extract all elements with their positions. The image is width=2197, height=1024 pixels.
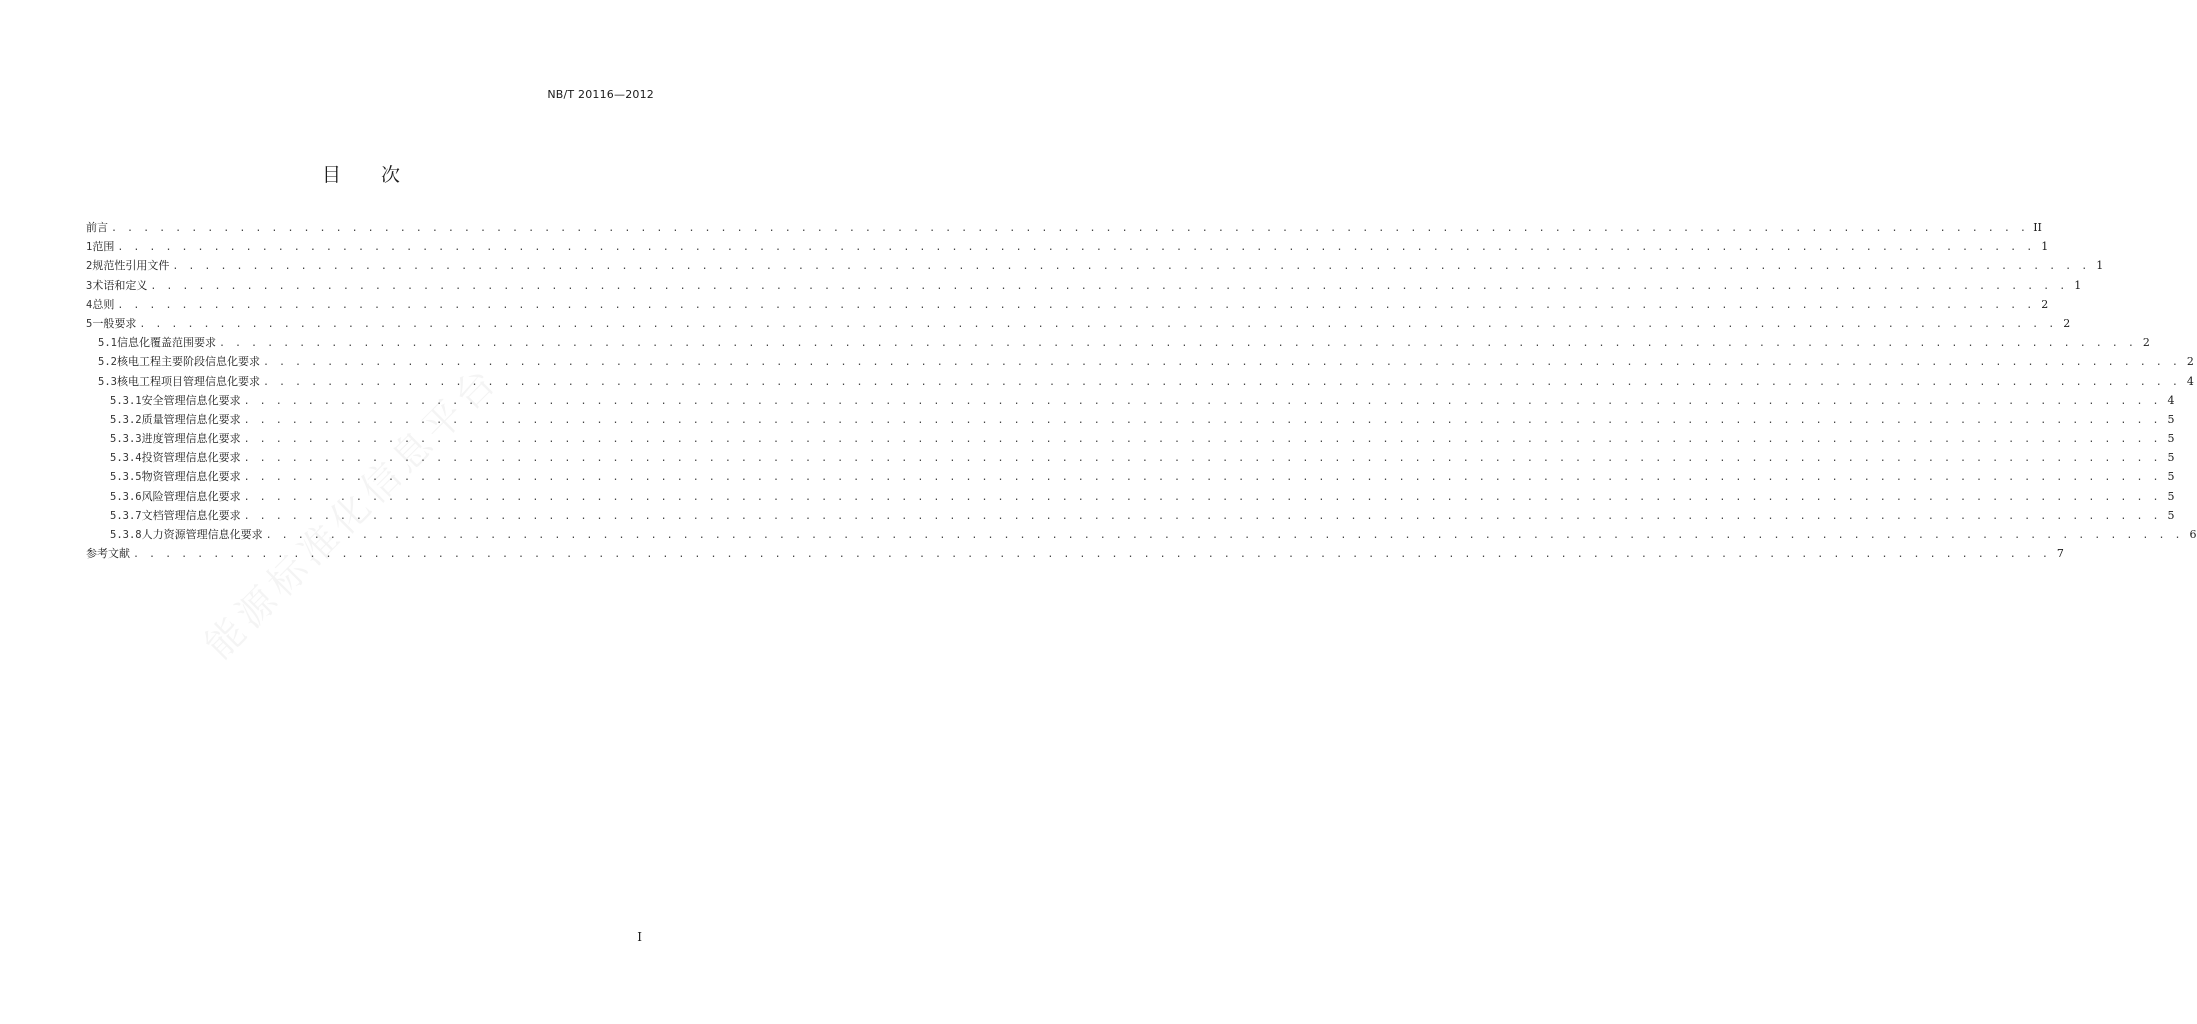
title-part-1: 目	[321, 164, 343, 186]
toc-entry-page: 1	[2096, 259, 2104, 273]
table-of-contents	[86, 219, 2197, 564]
toc-entry-page: 5	[2167, 412, 2175, 426]
toc-entry-label: 核电工程主要阶段信息化要求	[116, 355, 260, 369]
toc-entry-page: 4	[2167, 393, 2175, 407]
toc-leader-dots: . . . . . . . . . . . . . . . . . . . . . . . . . . . . . . . . . . . . . . . . . . . . . . . . . . . . . . . . . . . . . . . . . . . . . . . . . . . . . . . . . . . . . . . . . . . . . . . . . . . . . . . . . . . . . . . . . . . . . . . .	[243, 510, 2161, 522]
toc-leader-dots: . . . . . . . . . . . . . . . . . . . . . . . . . . . . . . . . . . . . . . . . . . . . . . . . . . . . . . . . . . . . . . . . . . . . . . . . . . . . . . . . . . . . . . . . . . . . . . . . . . . . . . . . . . . . . . . . . . . . . . . .	[111, 223, 2028, 234]
toc-entry[interactable]	[86, 334, 2150, 353]
toc-entry-number: 5.3.8	[110, 529, 142, 541]
toc-leader-dots: . . . . . . . . . . . . . . . . . . . . . . . . . . . . . . . . . . . . . . . . . . . . . . . . . . . . . . . . . . . . . . . . . . . . . . . . . . . . . . . . . . . . . . . . . . . . . . . . . . . . . . . . . . . . . . . . . . . . . . . .	[172, 261, 2090, 273]
toc-entry[interactable]	[86, 526, 2197, 545]
toc-entry-page: 1	[2074, 278, 2082, 292]
toc-entry[interactable]	[86, 238, 2049, 257]
toc-entry-page: 6	[2189, 528, 2197, 541]
toc-entry-label: 投资管理信息化要求	[141, 451, 241, 465]
toc-leader-dots: . . . . . . . . . . . . . . . . . . . . . . . . . . . . . . . . . . . . . . . . . . . . . . . . . . . . . . . . . . . . . . . . . . . . . . . . . . . . . . . . . . . . . . . . . . . . . . . . . . . . . . . . . . . . . . . . . . . . . . . .	[117, 242, 2035, 254]
toc-leader-dots: . . . . . . . . . . . . . . . . . . . . . . . . . . . . . . . . . . . . . . . . . . . . . . . . . . . . . . . . . . . . . . . . . . . . . . . . . . . . . . . . . . . . . . . . . . . . . . . . . . . . . . . . . . . . . . . . . . . . . . . .	[150, 280, 2068, 292]
toc-entry-label: 前言	[86, 221, 108, 234]
toc-leader-dots: . . . . . . . . . . . . . . . . . . . . . . . . . . . . . . . . . . . . . . . . . . . . . . . . . . . . . . . . . . . . . . . . . . . . . . . . . . . . . . . . . . . . . . . . . . . . . . . . . . . . . . . . . . . . . . . . . . . . . . . .	[262, 376, 2180, 388]
toc-entry-number: 5.3.5	[110, 471, 142, 484]
standard-code: NB/T 20116—2012	[547, 88, 654, 101]
toc-entry-number: 3	[86, 279, 93, 292]
page-title	[0, 160, 724, 187]
toc-leader-dots: . . . . . . . . . . . . . . . . . . . . . . . . . . . . . . . . . . . . . . . . . . . . . . . . . . . . . . . . . . . . . . . . . . . . . . . . . . . . . . . . . . . . . . . . . . . . . . . . . . . . . . . . . . . . . . . . . . . . . . . .	[133, 549, 2050, 561]
toc-leader-dots: . . . . . . . . . . . . . . . . . . . . . . . . . . . . . . . . . . . . . . . . . . . . . . . . . . . . . . . . . . . . . . . . . . . . . . . . . . . . . . . . . . . . . . . . . . . . . . . . . . . . . . . . . . . . . . . . . . . . . . . .	[243, 491, 2161, 503]
toc-entry-page: 5	[2167, 508, 2175, 522]
toc-entry-label: 规范性引用文件	[92, 259, 170, 273]
toc-entry-number: 5.3.6	[110, 490, 142, 503]
toc-entry-page: 1	[2041, 240, 2049, 254]
toc-leader-dots: . . . . . . . . . . . . . . . . . . . . . . . . . . . . . . . . . . . . . . . . . . . . . . . . . . . . . . . . . . . . . . . . . . . . . . . . . . . . . . . . . . . . . . . . . . . . . . . . . . . . . . . . . . . . . . . . . . . . . . . .	[243, 395, 2161, 407]
toc-entry-label: 安全管理信息化要求	[141, 393, 241, 407]
toc-entry-page: 5	[2167, 451, 2175, 465]
toc-entry-page: 5	[2167, 489, 2175, 503]
toc-entry-number: 5.3.7	[110, 509, 142, 522]
toc-entry-number: 5.3.3	[110, 433, 142, 446]
toc-entry-page: 2	[2142, 336, 2150, 350]
toc-leader-dots: . . . . . . . . . . . . . . . . . . . . . . . . . . . . . . . . . . . . . . . . . . . . . . . . . . . . . . . . . . . . . . . . . . . . . . . . . . . . . . . . . . . . . . . . . . . . . . . . . . . . . . . . . . . . . . . . . . . . . . . .	[218, 338, 2136, 350]
toc-leader-dots: . . . . . . . . . . . . . . . . . . . . . . . . . . . . . . . . . . . . . . . . . . . . . . . . . . . . . . . . . . . . . . . . . . . . . . . . . . . . . . . . . . . . . . . . . . . . . . . . . . . . . . . . . . . . . . . . . . . . . . . .	[117, 299, 2035, 311]
toc-entry[interactable]	[86, 353, 2194, 372]
toc-entry-label: 进度管理信息化要求	[141, 432, 241, 446]
toc-entry[interactable]	[86, 449, 2175, 468]
title-part-2: 次	[381, 164, 403, 186]
toc-entry-page: 2	[2041, 297, 2049, 311]
toc-entry-page: 2	[2186, 355, 2194, 369]
toc-entry-page: 2	[2063, 316, 2071, 330]
toc-entry-number: 5	[86, 317, 93, 330]
toc-entry[interactable]	[86, 257, 2104, 276]
toc-entry-label: 人力资源管理信息化要求	[141, 528, 263, 541]
toc-entry-label: 风险管理信息化要求	[141, 489, 241, 503]
toc-entry-label: 一般要求	[92, 316, 137, 330]
toc-entry-number: 4	[86, 298, 93, 311]
toc-entry-label: 文档管理信息化要求	[141, 508, 241, 522]
toc-entry[interactable]	[86, 430, 2175, 449]
toc-entry-number: 5.3.1	[110, 394, 142, 407]
toc-entry-label: 质量管理信息化要求	[141, 412, 241, 426]
toc-leader-dots: . . . . . . . . . . . . . . . . . . . . . . . . . . . . . . . . . . . . . . . . . . . . . . . . . . . . . . . . . . . . . . . . . . . . . . . . . . . . . . . . . . . . . . . . . . . . . . . . . . . . . . . . . . . . . . . . . . . . . . . .	[243, 414, 2161, 426]
toc-leader-dots: . . . . . . . . . . . . . . . . . . . . . . . . . . . . . . . . . . . . . . . . . . . . . . . . . . . . . . . . . . . . . . . . . . . . . . . . . . . . . . . . . . . . . . . . . . . . . . . . . . . . . . . . . . . . . . . . . . . . . . . .	[243, 472, 2161, 484]
toc-leader-dots: . . . . . . . . . . . . . . . . . . . . . . . . . . . . . . . . . . . . . . . . . . . . . . . . . . . . . . . . . . . . . . . . . . . . . . . . . . . . . . . . . . . . . . . . . . . . . . . . . . . . . . . . . . . . . . . . . . . . . . . .	[265, 530, 2183, 541]
toc-entry[interactable]	[86, 315, 2071, 334]
toc-entry[interactable]	[86, 296, 2049, 315]
toc-entry[interactable]	[86, 468, 2175, 487]
toc-entry-number: 5.3.2	[110, 413, 142, 426]
toc-leader-dots: . . . . . . . . . . . . . . . . . . . . . . . . . . . . . . . . . . . . . . . . . . . . . . . . . . . . . . . . . . . . . . . . . . . . . . . . . . . . . . . . . . . . . . . . . . . . . . . . . . . . . . . . . . . . . . . . . . . . . . . .	[139, 318, 2057, 330]
toc-entry-label: 物资管理信息化要求	[141, 470, 241, 484]
toc-entry-label: 核电工程项目管理信息化要求	[116, 374, 260, 388]
toc-entry[interactable]	[86, 373, 2194, 392]
toc-entry-page: 7	[2056, 547, 2064, 561]
toc-entry-label: 总则	[92, 297, 115, 311]
toc-entry[interactable]	[86, 411, 2175, 430]
page-number: I	[637, 930, 642, 944]
toc-entry[interactable]	[86, 392, 2175, 411]
toc-entry[interactable]	[86, 277, 2082, 296]
toc-entry-label: 术语和定义	[92, 278, 148, 292]
toc-leader-dots: . . . . . . . . . . . . . . . . . . . . . . . . . . . . . . . . . . . . . . . . . . . . . . . . . . . . . . . . . . . . . . . . . . . . . . . . . . . . . . . . . . . . . . . . . . . . . . . . . . . . . . . . . . . . . . . . . . . . . . . .	[262, 357, 2180, 369]
toc-entry[interactable]	[86, 507, 2175, 526]
toc-entry-label: 信息化覆盖范围要求	[116, 336, 216, 350]
toc-entry-number: 2	[86, 260, 93, 273]
toc-entry-page: 4	[2186, 374, 2194, 388]
toc-entry[interactable]	[86, 488, 2175, 507]
toc-entry-number: 5.2	[98, 356, 117, 369]
toc-leader-dots: . . . . . . . . . . . . . . . . . . . . . . . . . . . . . . . . . . . . . . . . . . . . . . . . . . . . . . . . . . . . . . . . . . . . . . . . . . . . . . . . . . . . . . . . . . . . . . . . . . . . . . . . . . . . . . . . . . . . . . . .	[243, 434, 2161, 446]
toc-entry[interactable]	[86, 219, 2042, 238]
toc-entry-number: 5.1	[98, 337, 117, 350]
toc-entry-number: 5.3	[98, 375, 117, 388]
toc-leader-dots: . . . . . . . . . . . . . . . . . . . . . . . . . . . . . . . . . . . . . . . . . . . . . . . . . . . . . . . . . . . . . . . . . . . . . . . . . . . . . . . . . . . . . . . . . . . . . . . . . . . . . . . . . . . . . . . . . . . . . . . .	[243, 453, 2161, 465]
toc-entry[interactable]	[86, 545, 2064, 564]
toc-entry-page: 5	[2167, 432, 2175, 446]
toc-entry-page: 5	[2167, 470, 2175, 484]
toc-entry-label: 范围	[92, 240, 115, 254]
toc-entry-page: II	[2033, 221, 2042, 234]
toc-entry-number: 1	[86, 241, 93, 254]
toc-entry-label: 参考文献	[86, 547, 130, 561]
toc-entry-number: 5.3.4	[110, 452, 142, 465]
